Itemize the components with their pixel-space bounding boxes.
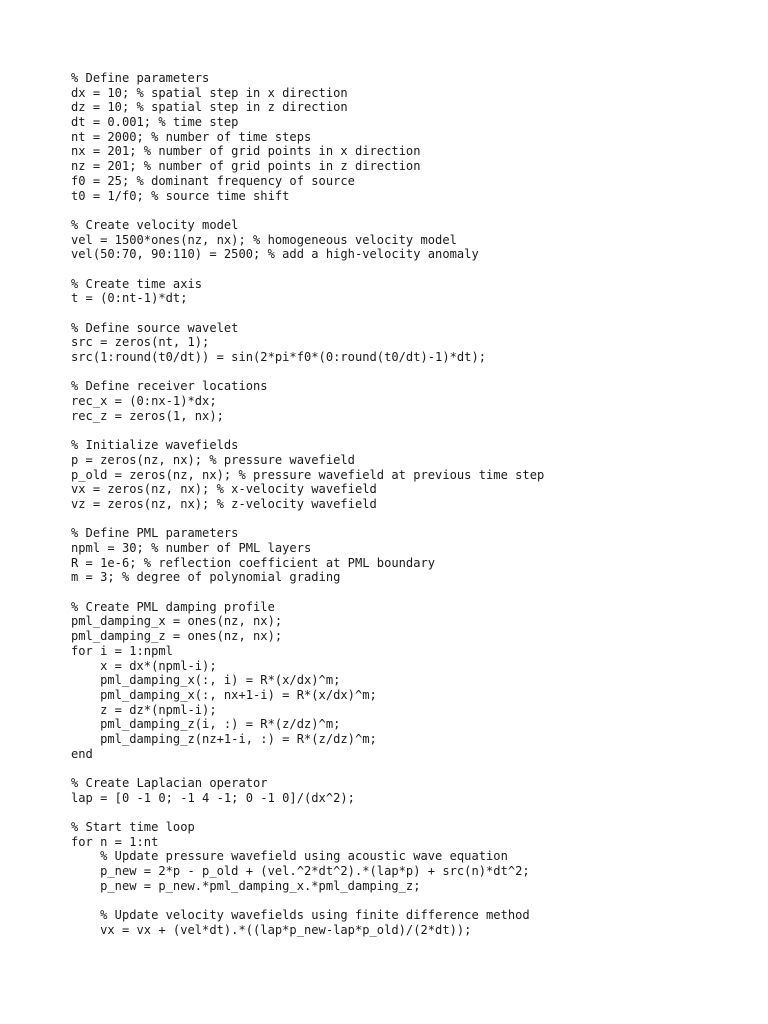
- code-line: vel = 1500*ones(nz, nx); % homogeneous velocity model: [71, 232, 457, 247]
- code-line: rec_z = zeros(1, nx);: [71, 408, 224, 423]
- blank-line: [71, 805, 751, 820]
- code-line: vx = zeros(nz, nx); % x-velocity wavefield: [71, 482, 377, 497]
- code-line: vel(50:70, 90:110) = 2500; % add a high-velocity anomaly: [71, 247, 479, 262]
- blank-line: [71, 365, 751, 380]
- code-line: p = zeros(nz, nx); % pressure wavefield: [71, 452, 355, 467]
- code-line: nt = 2000; % number of time steps: [71, 129, 312, 144]
- code-line: t0 = 1/f0; % source time shift: [71, 188, 290, 203]
- code-line: dt = 0.001; % time step: [71, 115, 239, 130]
- code-line: lap = [0 -1 0; -1 4 -1; 0 -1 0]/(dx^2);: [71, 790, 355, 805]
- code-line: m = 3; % degree of polynomial grading: [71, 570, 341, 585]
- blank-line: [71, 203, 751, 218]
- code-line: vx = vx + (vel*dt).*((lap*p_new-lap*p_old)/(2*dt));: [71, 922, 472, 937]
- code-line: f0 = 25; % dominant frequency of source: [71, 173, 355, 188]
- code-line: pml_damping_x(:, i) = R*(x/dx)^m;: [71, 673, 341, 688]
- blank-line: [71, 306, 751, 321]
- code-line: dz = 10; % spatial step in z direction: [71, 100, 348, 115]
- code-line: end: [71, 746, 93, 761]
- code-line: pml_damping_z(i, :) = R*(z/dz)^m;: [71, 717, 341, 732]
- code-line: pml_damping_z = ones(nz, nx);: [71, 629, 283, 644]
- code-line: dx = 10; % spatial step in x direction: [71, 85, 348, 100]
- blank-line: [71, 424, 751, 439]
- code-line: src = zeros(nt, 1);: [71, 335, 210, 350]
- blank-line: [71, 761, 751, 776]
- code-line: vz = zeros(nz, nx); % z-velocity wavefield: [71, 496, 377, 511]
- blank-line: [71, 262, 751, 277]
- blank-line: [71, 512, 751, 527]
- code-line: R = 1e-6; % reflection coefficient at PML boundary: [71, 555, 436, 570]
- code-line: nz = 201; % number of grid points in z direction: [71, 159, 421, 174]
- code-line: % Update pressure wavefield using acoustic wave equation: [71, 849, 508, 864]
- code-line: src(1:round(t0/dt)) = sin(2*pi*f0*(0:round(t0/dt)-1)*dt);: [71, 350, 487, 365]
- code-line: pml_damping_x = ones(nz, nx);: [71, 614, 283, 629]
- code-line: % Create velocity model: [71, 217, 239, 232]
- code-line: % Create time axis: [71, 276, 203, 291]
- code-line: npml = 30; % number of PML layers: [71, 541, 312, 555]
- code-line: % Create PML damping profile: [71, 599, 275, 614]
- code-line: t = (0:nt-1)*dt;: [71, 291, 188, 306]
- code-line: x = dx*(npml-i);: [71, 658, 217, 673]
- code-line: pml_damping_z(nz+1-i, :) = R*(z/dz)^m;: [71, 731, 377, 746]
- code-line: for i = 1:npml: [71, 643, 173, 658]
- blank-line: [71, 894, 751, 909]
- code-line: % Create Laplacian operator: [71, 776, 268, 790]
- code-line: for n = 1:nt: [71, 834, 159, 849]
- code-line: % Define receiver locations: [71, 379, 268, 394]
- code-line: % Define source wavelet: [71, 320, 239, 335]
- code-line: p_new = p_new.*pml_damping_x.*pml_damping_z;: [71, 878, 421, 893]
- code-line: % Initialize wavefields: [71, 438, 239, 453]
- code-line: % Update velocity wavefields using finite difference method: [71, 908, 530, 923]
- code-line: % Define PML parameters: [71, 526, 239, 541]
- code-line: p_old = zeros(nz, nx); % pressure wavefield at previous time step: [71, 467, 545, 482]
- code-line: nx = 201; % number of grid points in x direction: [71, 144, 421, 159]
- code-line: % Start time loop: [71, 820, 195, 835]
- code-line: p_new = 2*p - p_old + (vel.^2*dt^2).*(lap*p) + src(n)*dt^2;: [71, 864, 530, 879]
- code-line: rec_x = (0:nx-1)*dx;: [71, 394, 217, 409]
- code-block: [71, 71, 751, 938]
- code-line: % Define parameters: [71, 71, 210, 85]
- blank-line: [71, 585, 751, 600]
- code-line: pml_damping_x(:, nx+1-i) = R*(x/dx)^m;: [71, 687, 377, 702]
- code-line: z = dz*(npml-i);: [71, 702, 217, 717]
